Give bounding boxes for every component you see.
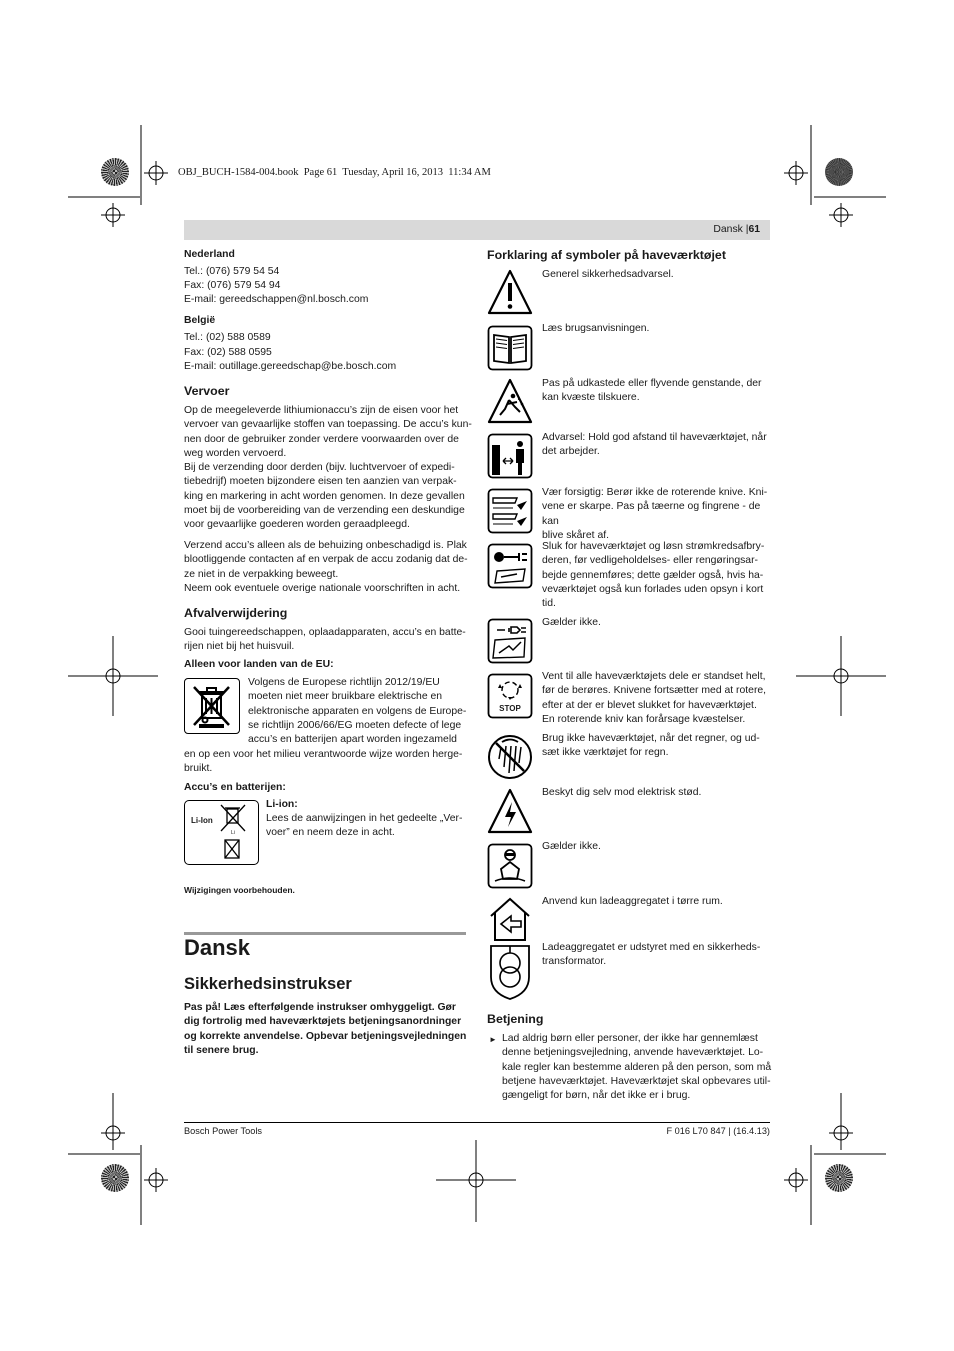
text-line: Lees de aanwijzingen in het gedeelte „Ver-	[266, 813, 463, 824]
symbol-text	[542, 670, 772, 727]
print-job-header: OBJ_BUCH-1584-004.book Page 61 Tuesday, April 16, 2013 11:34 AM	[178, 167, 491, 178]
symbol-text	[542, 616, 772, 630]
nl-email: E-mail: gereedschappen@nl.bosch.com	[184, 294, 369, 305]
symbol-text	[542, 268, 772, 282]
text-line: Volgens de Europese richtlijn 2012/19/EU	[248, 677, 440, 688]
text-line: Pas på udkastede eller flyvende genstande, der	[542, 378, 762, 389]
text-line: Gooi tuingereedschappen, oplaadapparaten, accu’s en batte-	[184, 627, 466, 638]
running-head-language: Dansk	[713, 224, 743, 235]
manual-book-icon	[487, 325, 533, 371]
text-line: og korrekte anvendelse. Opbevar betjeningsvejledningen	[184, 1030, 467, 1042]
text-line: king en markering in acht worden genomen. In deze gevallen	[184, 490, 465, 502]
symbol-text	[542, 895, 772, 909]
sikkerhed-title: Sikkerhedsinstrukser	[184, 975, 352, 993]
vervoer-paragraph-2	[184, 539, 474, 596]
safety-transformer-icon	[487, 943, 533, 1001]
text-line: kan kvæste tilskuere.	[542, 392, 640, 404]
text-line: Advarsel: Hold god afstand til haveværktøjet, når	[542, 432, 767, 443]
text-line: Gælder ikke.	[542, 841, 601, 852]
indoor-use-icon	[487, 896, 533, 942]
text-line: Op de meegeleverde lithiumionaccu’s zijn de eisen voor het	[184, 405, 459, 416]
vervoer-heading: Vervoer	[184, 384, 230, 398]
rotating-blades-icon	[487, 488, 533, 534]
stop-rotation-icon	[487, 673, 533, 719]
be-tel: Tel.: (02) 588 0589	[184, 332, 271, 343]
text-line: se richtlijn 2006/66/EG moeten defecte of lege	[248, 719, 462, 731]
nl-fax: Fax: (076) 579 54 94	[184, 280, 281, 291]
betjening-heading: Betjening	[487, 1012, 544, 1026]
text-line: tid.	[542, 598, 556, 610]
text-line: en op een voor het milieu verantwoorde wijze worden herge-	[184, 749, 463, 760]
text-line: bruikt.	[184, 763, 213, 775]
text-line: Vær forsigtig: Berør ikke de roterende knive. Kni-	[542, 487, 768, 498]
text-line: En roterende kniv kan forårsage kvæstelser.	[542, 713, 746, 725]
registration-target	[144, 161, 168, 185]
li-ion-label: Li-Ion	[191, 816, 213, 825]
text-line: til senere brug.	[184, 1044, 259, 1056]
text-line: elektronische apparaten en volgens de Europe-	[248, 705, 467, 717]
text-line: weg worden vervoerd.	[184, 447, 287, 459]
text-line: blootliggende contacten af en verpak de accu zodanig dat de-	[184, 554, 468, 566]
text-line: Beskyt dig selv mod elektrisk stød.	[542, 787, 702, 798]
afval-paragraph	[184, 626, 474, 655]
text-line: blive skåret af.	[542, 529, 609, 541]
be-title: België	[184, 315, 216, 326]
footer-doc-number: F 016 L70 847 | (16.4.13)	[666, 1126, 770, 1136]
text-line: Bij de verzending door derden (bijv. luchtvervoer of expedi-	[184, 462, 455, 474]
text-line: nen door de gebruiker zonder verdere voorwaarden over de	[184, 433, 459, 445]
text-line: denne betjeningsvejledning, anvende haveværktøjet. Lo-	[502, 1047, 764, 1059]
text-line: Ladeaggregatet er udstyret med en sikkerheds-	[542, 942, 761, 953]
text-line: Læs brugsanvisningen.	[542, 323, 650, 334]
text-line: voor gevaarlijke goederen worden geraadpleegd.	[184, 519, 410, 531]
no-rain-icon	[487, 733, 533, 781]
text-line: sæt ikke værktøjet for regn.	[542, 747, 669, 759]
text-line: betjene haveværktøjet. Haveværktøjet skal opbevares util-	[502, 1075, 771, 1087]
text-line: Lad aldrig børn eller personer, der ikke har gennemlæst	[502, 1033, 758, 1044]
symbol-text	[542, 840, 772, 854]
stop-label: STOP	[499, 704, 521, 713]
symbol-text	[542, 540, 772, 611]
text-line: før de berøres. Knivene fortsætter med at rotere,	[542, 685, 767, 697]
text-line: Verzend accu’s alleen als de behuizing onbeschadigd is. Plak	[184, 540, 467, 551]
text-line: kale regler kan bestemme alderen på den person, som må	[502, 1061, 772, 1073]
text-line: vene er skarpe. Pas på tæerne og fingrene - de kan	[542, 501, 761, 527]
sikkerhed-intro	[184, 1001, 474, 1058]
vervoer-paragraph-1	[184, 404, 474, 533]
text-line: Anvend kun ladeaggregatet i tørre rum.	[542, 896, 723, 907]
running-head-bar	[184, 220, 770, 240]
text-line: accu’s en batterijen apart worden ingezameld	[248, 734, 457, 746]
eu-heading: Alleen voor landen van de EU:	[184, 659, 334, 670]
text-line: Neem ook eventuele overige nationale voorschriften in acht.	[184, 582, 461, 594]
symbol-text	[542, 786, 772, 800]
cable-damage-icon	[487, 618, 533, 664]
nl-tel: Tel.: (076) 579 54 54	[184, 266, 280, 277]
text-line: bejde gennemføres; dette gælder også, hvis ha-	[542, 569, 764, 581]
page-number: 61	[748, 224, 760, 235]
ear-eye-protection-icon	[487, 843, 533, 889]
nl-title: Nederland	[184, 249, 235, 260]
text-line: moet bij de voorbereiding van de verzending een deskundige	[184, 505, 465, 517]
symbol-text	[542, 732, 772, 761]
li-label: Li	[231, 830, 235, 836]
afval-heading: Afvalverwijdering	[184, 606, 288, 620]
symbol-text	[542, 377, 772, 406]
symbol-text	[542, 322, 772, 336]
flying-objects-icon	[487, 377, 533, 425]
text-line: voer” en neem deze in acht.	[266, 827, 395, 839]
text-line: Vent til alle haveværktøjets dele er standset helt,	[542, 671, 766, 682]
text-line: Pas på! Læs efterfølgende instrukser omhyggeligt. Gør	[184, 1002, 456, 1013]
li-ion-title: Li-ion:	[266, 799, 298, 810]
text-line: Brug ikke haveværktøjet, når det regner, og ud-	[542, 733, 760, 744]
symbol-text	[542, 431, 772, 460]
eu-paragraph	[248, 676, 478, 747]
symbols-heading: Forklaring af symboler på haveværktøjet	[487, 248, 726, 262]
text-line: tiebedrijf) moeten bijzondere eisen ten aanzien van verpak-	[184, 476, 457, 488]
changes-reserved-note: Wijzigingen voorbehouden.	[184, 885, 295, 895]
symbol-text	[542, 486, 772, 543]
be-email: E-mail: outillage.gereedschap@be.bosch.com	[184, 361, 397, 372]
bullet-icon: ►	[489, 1035, 497, 1044]
text-line: transformator.	[542, 956, 607, 968]
text-line: rijen niet bij het huisvuil.	[184, 641, 295, 653]
footer-brand: Bosch Power Tools	[184, 1126, 262, 1136]
running-head	[700, 223, 760, 237]
footer-rule	[184, 1122, 770, 1123]
keep-distance-icon	[487, 433, 533, 479]
be-fax: Fax: (02) 588 0595	[184, 347, 272, 358]
text-line: vervoer van gevaarlijke stoffen van toepassing. De accu’s kun-	[184, 419, 472, 431]
text-line: ze niet in de verpakking beweegt.	[184, 568, 339, 580]
switch-off-unplug-icon	[487, 543, 533, 589]
electric-shock-icon	[487, 787, 533, 835]
text-line: det arbejder.	[542, 446, 600, 458]
text-line: gængeligt for børn, når det ikke er i brug.	[502, 1090, 691, 1102]
accu-heading: Accu’s en batterijen:	[184, 782, 286, 793]
weee-bin-icon	[184, 678, 240, 734]
text-line: Gælder ikke.	[542, 617, 601, 628]
warning-triangle-icon	[487, 268, 533, 316]
text-line: dig fortrolig med haveværktøjets betjeningsanordninger	[184, 1016, 462, 1028]
betjening-paragraph	[502, 1032, 774, 1103]
li-ion-paragraph	[266, 812, 476, 841]
text-line: deren, før vedligeholdelses- eller rengøringsar-	[542, 555, 758, 567]
li-ion-recycling-icon	[184, 800, 259, 865]
eu-paragraph-continued	[184, 748, 474, 777]
text-line: moeten niet meer bruikbare elektrische en	[248, 691, 443, 703]
dansk-title: Dansk	[184, 935, 251, 960]
text-line: Sluk for haveværktøjet og løsn strømkredsafbry-	[542, 541, 765, 552]
text-line: veværktøjet også kun forlades uden opsyn i kort	[542, 583, 764, 595]
symbol-text	[542, 941, 772, 970]
text-line: efter at der er blevet slukket for haveværktøjet.	[542, 699, 757, 711]
running-head-separator: |	[745, 224, 749, 235]
text-line: Generel sikkerhedsadvarsel.	[542, 269, 674, 280]
